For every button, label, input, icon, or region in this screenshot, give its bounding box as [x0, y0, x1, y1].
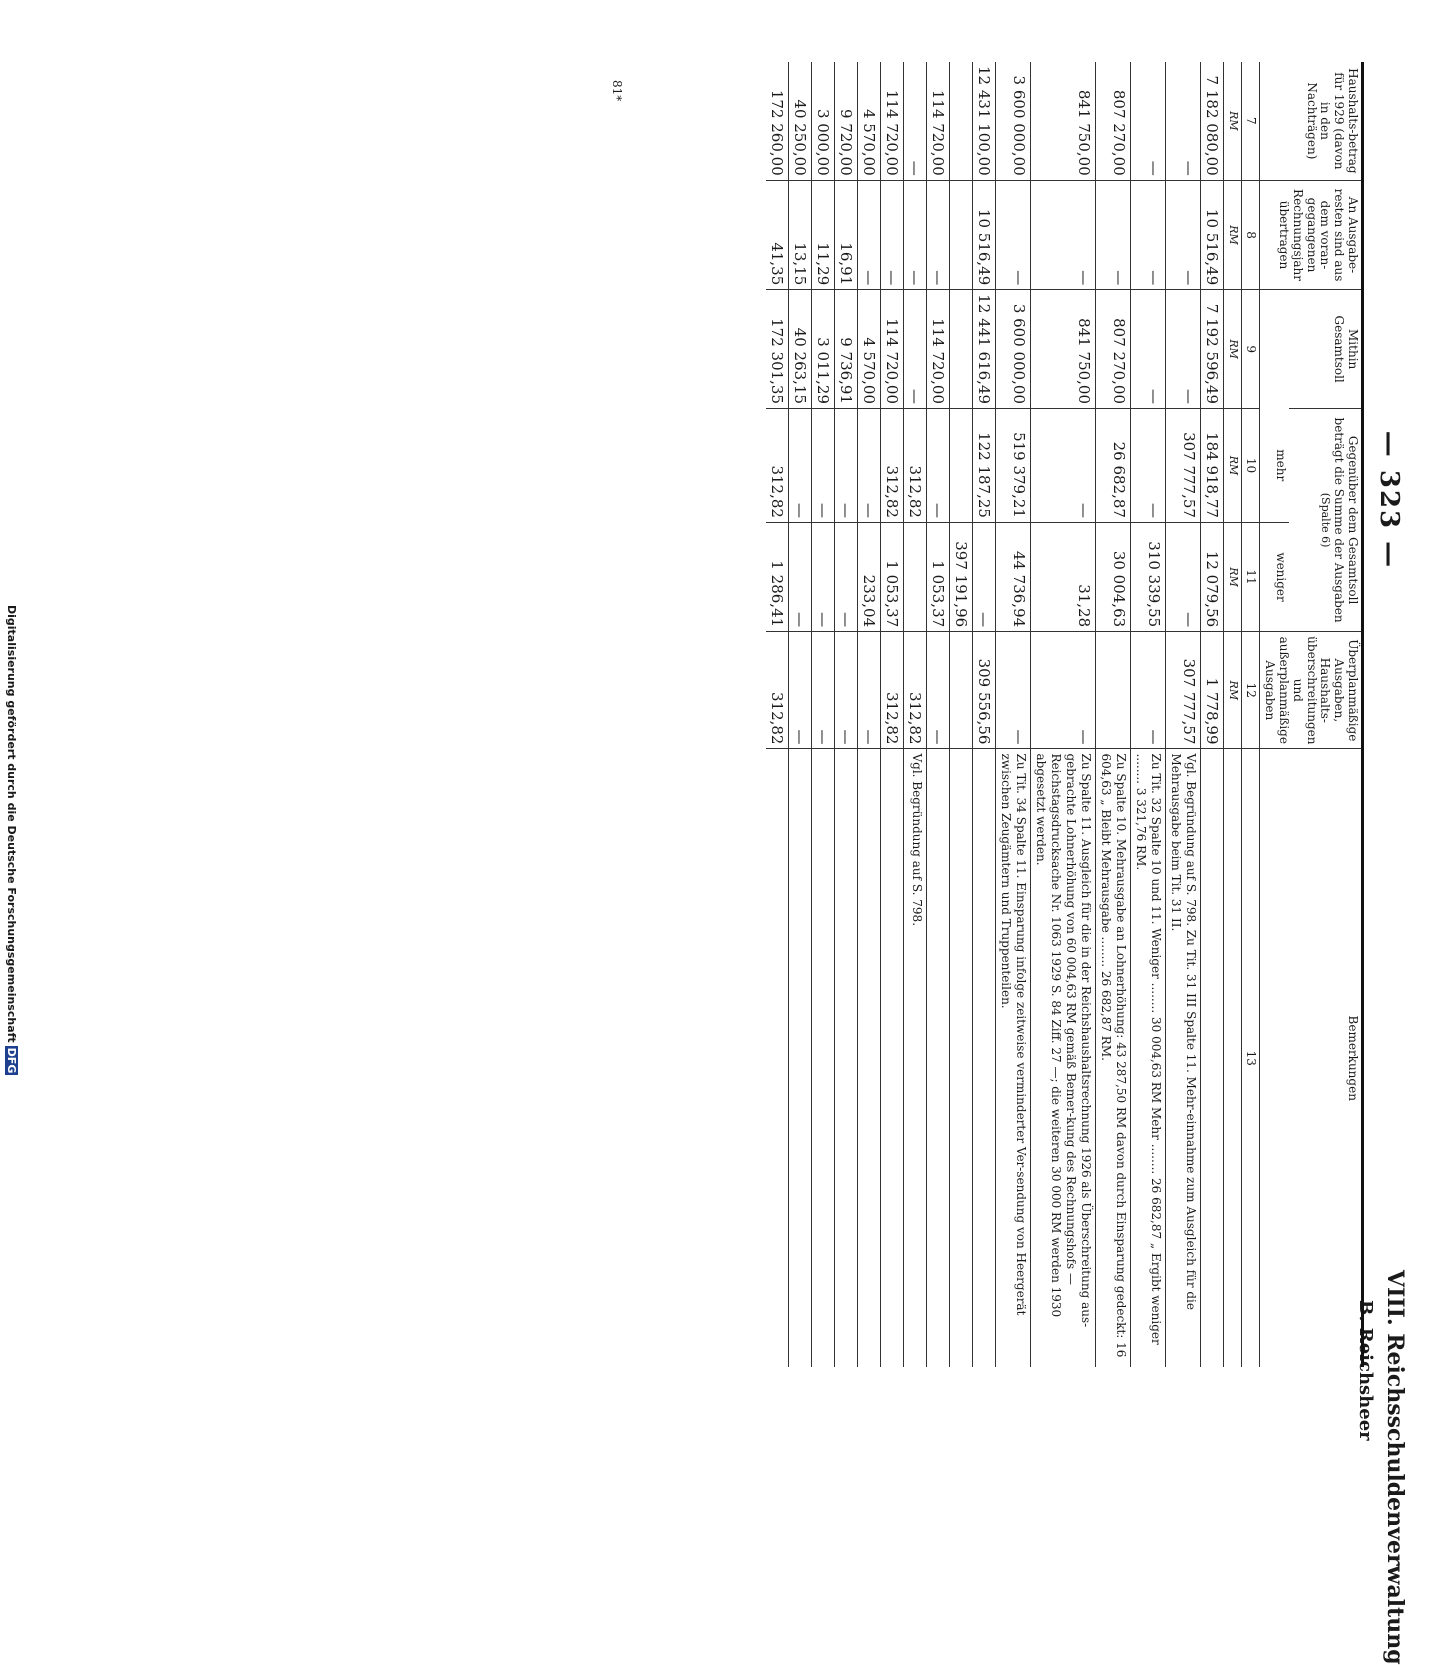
- cell-c11: [903, 522, 926, 631]
- cell-remarks: [926, 749, 949, 1367]
- cell-c9: 40 263,15: [788, 290, 811, 409]
- cell-remarks: Zu Spalte 10. Mehrausgabe an Lohnerhöhung: 43 287,50 RM davon durch Einsparung gedeckt: 16 604,63 „ Bleibt Mehrausgabe ........ 26 682,87 RM.: [1095, 749, 1130, 1367]
- credit-sidebar: [0, 605, 18, 1074]
- cell-remarks: Vgl. Begründung auf S. 798.: [903, 749, 926, 1367]
- cell-c7: 841 750,00: [1030, 62, 1095, 180]
- cell-c7: [949, 62, 972, 180]
- cell-c9: 12 441 616,49: [972, 290, 995, 409]
- cell-c10: 26 682,87: [1095, 409, 1130, 523]
- cell-c7: 3 600 000,00: [995, 62, 1030, 180]
- cell-c9: 807 270,00: [1095, 290, 1130, 409]
- table-row: [949, 62, 972, 1367]
- cell-c12: —: [834, 632, 857, 749]
- table-row: [926, 62, 949, 1367]
- table-row: [788, 62, 811, 1367]
- table-row: [857, 62, 880, 1367]
- cell-c8: —: [880, 180, 903, 290]
- table-body: [766, 62, 1224, 1367]
- table-row: [995, 62, 1030, 1367]
- cell-remarks: [834, 749, 857, 1367]
- cell-c7: 807 270,00: [1095, 62, 1130, 180]
- cell-c12: —: [857, 632, 880, 749]
- cell-c7: —: [1165, 62, 1200, 180]
- col-unit-11: RM: [1223, 522, 1241, 631]
- cell-c11: 1 286,41: [766, 522, 789, 631]
- cell-c12: [1095, 632, 1130, 749]
- cell-c8: 11,29: [811, 180, 834, 290]
- cell-remarks: Zu Spalte 11. Ausgleich für die in der Reichshaushaltsrechnung 1926 als Überschreitung aus-gebrachte Lohnerhöhung von 60 004,63 RM gemäß Bemer-kung des Rechnungshofs — Reichstagsdrucksache Nr. 1063 1929 S. 84 Ziff. 27 —; die weiteren 30 000 RM werden 1930 abgesetzt werden.: [1030, 749, 1095, 1367]
- cell-c7: 12 431 100,00: [972, 62, 995, 180]
- col-num-10: 10: [1241, 409, 1260, 523]
- table-row: [903, 62, 926, 1367]
- cell-c10: 122 187,25: [972, 409, 995, 523]
- col-header-8: An Ausgabe-resten sind aus dem voran-gegangenen Rechnungsjahr übertragen: [1260, 180, 1363, 290]
- cell-c10: —: [1130, 409, 1165, 523]
- cell-c11: 44 736,94: [995, 522, 1030, 631]
- cell-c7: 40 250,00: [788, 62, 811, 180]
- table-row: [766, 62, 789, 1367]
- cell-c12: 312,82: [903, 632, 926, 749]
- cell-c8: —: [1130, 180, 1165, 290]
- cell-c7: 114 720,00: [926, 62, 949, 180]
- section-title: VIII. Reichsschuldenverwaltung: [1382, 1270, 1408, 1665]
- cell-remarks: [766, 749, 789, 1367]
- cell-remarks: Zu Tit. 34 Spalte 11. Einsparung infolge zeitweise verminderter Ver-sendung von Heergerät zwischen Zeugämtern und Truppenteilen.: [995, 749, 1030, 1367]
- cell-remarks: [857, 749, 880, 1367]
- table-row: [880, 62, 903, 1367]
- cell-c11: 310 339,55: [1130, 522, 1165, 631]
- cell-c7: —: [903, 62, 926, 180]
- cell-c10: —: [788, 409, 811, 523]
- group-label: Gegenüber dem Gesamtsoll beträgt die Summe der Ausgaben: [1332, 417, 1360, 623]
- cell-c8: —: [926, 180, 949, 290]
- cell-c12: —: [926, 632, 949, 749]
- cell-c10: —: [857, 409, 880, 523]
- cell-c12: 307 777,57: [1165, 632, 1200, 749]
- cell-c11: —: [1165, 522, 1200, 631]
- cell-c11: —: [788, 522, 811, 631]
- cell-c9: 9 736,91: [834, 290, 857, 409]
- group-sublabel: (Spalte 6): [1319, 492, 1333, 548]
- col-unit-12: RM: [1223, 632, 1241, 749]
- cell-c10: —: [811, 409, 834, 523]
- cell-c9: 3 600 000,00: [995, 290, 1030, 409]
- table-row: [834, 62, 857, 1367]
- cell-c8: 10 516,49: [1200, 180, 1223, 290]
- cell-c8: —: [1095, 180, 1130, 290]
- col-unit-10: RM: [1223, 409, 1241, 523]
- cell-c12: 312,82: [766, 632, 789, 749]
- cell-c12: —: [811, 632, 834, 749]
- cell-c9: 114 720,00: [926, 290, 949, 409]
- cell-c12: 309 556,56: [972, 632, 995, 749]
- table-row: [1095, 62, 1130, 1367]
- cell-c7: 3 000,00: [811, 62, 834, 180]
- cell-remarks: [880, 749, 903, 1367]
- page-number: — 323 —: [1374, 430, 1404, 570]
- cell-remarks: Vgl. Begründung auf S. 798. Zu Tit. 31 III Spalte 11. Mehr-einnahme zum Ausgleich für die Mehrausgabe beim Tit. 31 II.: [1165, 749, 1200, 1367]
- cell-remarks: [972, 749, 995, 1367]
- cell-c8: —: [903, 180, 926, 290]
- col-header-9: Mithin Gesamtsoll: [1260, 290, 1363, 409]
- col-header-10: mehr: [1274, 449, 1289, 482]
- table-row: [972, 62, 995, 1367]
- section-subtitle: B. Reichsheer: [1355, 1300, 1376, 1441]
- cell-c8: —: [995, 180, 1030, 290]
- col-unit-8: RM: [1223, 180, 1241, 290]
- credit-text: [5, 605, 18, 1074]
- cell-c12: [949, 632, 972, 749]
- cell-c10: —: [834, 409, 857, 523]
- col-num-12: 12: [1241, 632, 1260, 749]
- col-unit-9: RM: [1223, 290, 1241, 409]
- col-group-header: [1289, 409, 1362, 632]
- cell-c11: —: [972, 522, 995, 631]
- cell-c9: 3 011,29: [811, 290, 834, 409]
- cell-c9: 172 301,35: [766, 290, 789, 409]
- cell-c7: 7 182 080,00: [1200, 62, 1223, 180]
- col-header-13: Bemerkungen: [1260, 749, 1363, 1367]
- cell-c8: 16,91: [834, 180, 857, 290]
- cell-c12: —: [1030, 632, 1095, 749]
- cell-c11: 1 053,37: [880, 522, 903, 631]
- cell-remarks: [788, 749, 811, 1367]
- cell-c10: 312,82: [903, 409, 926, 523]
- cell-remarks: [949, 749, 972, 1367]
- cell-c12: —: [995, 632, 1030, 749]
- cell-c9: —: [1165, 290, 1200, 409]
- col-num-11: 11: [1241, 522, 1260, 631]
- cell-c8: —: [857, 180, 880, 290]
- cell-c11: 12 079,56: [1200, 522, 1223, 631]
- col-num-8: 8: [1241, 180, 1260, 290]
- cell-c12: 312,82: [880, 632, 903, 749]
- table-row: [1165, 62, 1200, 1367]
- cell-c10: [949, 409, 972, 523]
- cell-c8: —: [1030, 180, 1095, 290]
- cell-c11: —: [811, 522, 834, 631]
- cell-c9: 841 750,00: [1030, 290, 1095, 409]
- cell-c10: —: [1030, 409, 1095, 523]
- cell-c9: [949, 290, 972, 409]
- cell-c9: 114 720,00: [880, 290, 903, 409]
- cell-c10: 312,82: [880, 409, 903, 523]
- table-row: [811, 62, 834, 1367]
- cell-c8: 10 516,49: [972, 180, 995, 290]
- table-row: [1130, 62, 1165, 1367]
- col-unit-7: RM: [1226, 111, 1240, 131]
- cell-c11: 31,28: [1030, 522, 1095, 631]
- budget-table: [766, 62, 1364, 1367]
- cell-c7: 114 720,00: [880, 62, 903, 180]
- cell-c11: 397 191,96: [949, 522, 972, 631]
- col-header-11: weniger: [1260, 522, 1289, 631]
- cell-c8: —: [1165, 180, 1200, 290]
- cell-c10: 307 777,57: [1165, 409, 1200, 523]
- cell-c9: 4 570,00: [857, 290, 880, 409]
- cell-c9: 7 192 596,49: [1200, 290, 1223, 409]
- cell-c8: [949, 180, 972, 290]
- dfg-logo: DFG: [5, 1047, 18, 1074]
- cell-c7: —: [1130, 62, 1165, 180]
- col-num-13: 13: [1241, 749, 1260, 1367]
- table-row: [1200, 62, 1223, 1367]
- cell-c11: —: [834, 522, 857, 631]
- cell-c11: 1 053,37: [926, 522, 949, 631]
- cell-c12: 1 778,99: [1200, 632, 1223, 749]
- col-num-9: 9: [1241, 290, 1260, 409]
- cell-c11: 30 004,63: [1095, 522, 1130, 631]
- credit-label: Digitalisierung gefördert durch die Deutsche Forschungsgemeinschaft: [5, 605, 18, 1043]
- cell-c12: —: [788, 632, 811, 749]
- cell-c8: 13,15: [788, 180, 811, 290]
- cell-remarks: [811, 749, 834, 1367]
- cell-c8: 41,35: [766, 180, 789, 290]
- cell-c10: 519 379,21: [995, 409, 1030, 523]
- cell-remarks: Zu Tit. 32 Spalte 10 und 11. Weniger ........ 30 004,63 RM Mehr ........ 26 682,87 „ Ergibt weniger ........ 3 321,76 RM.: [1130, 749, 1165, 1367]
- signature-mark: 81*: [610, 80, 624, 102]
- cell-c7: 4 570,00: [857, 62, 880, 180]
- cell-c10: 312,82: [766, 409, 789, 523]
- cell-c11: 233,04: [857, 522, 880, 631]
- cell-c9: —: [903, 290, 926, 409]
- cell-c7: 9 720,00: [834, 62, 857, 180]
- cell-c7: 172 260,00: [766, 62, 789, 180]
- cell-c10: 184 918,77: [1200, 409, 1223, 523]
- cell-c10: —: [926, 409, 949, 523]
- col-header-12: Überplanmäßige Ausgaben, Haushalts-überschreitungen und außerplanmäßige Ausgaben: [1260, 632, 1363, 749]
- cell-c12: —: [1130, 632, 1165, 749]
- cell-remarks: [1200, 749, 1223, 1367]
- cell-c9: —: [1130, 290, 1165, 409]
- col-header-7: Haushalts-betrag für 1929 (davon in den Nachträgen): [1260, 62, 1363, 180]
- table-row: [1030, 62, 1095, 1367]
- col-num-7: 7: [1241, 62, 1260, 180]
